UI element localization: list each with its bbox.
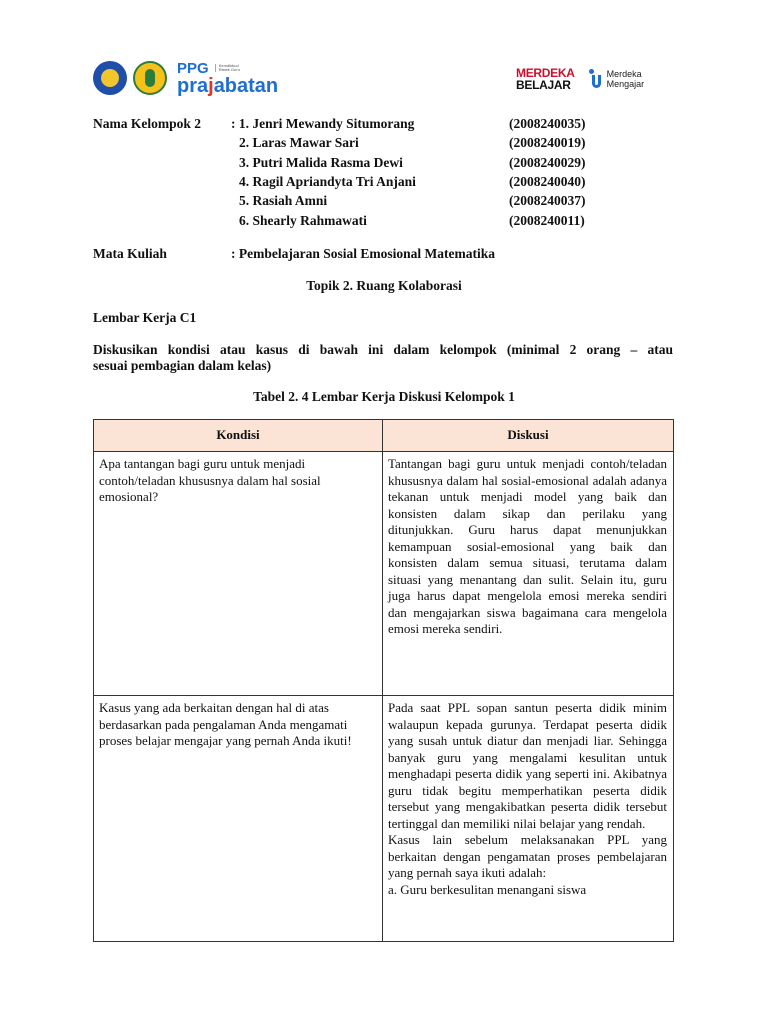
member-id: (2008240019)	[509, 135, 586, 150]
member-id: (2008240011)	[509, 213, 585, 228]
kondisi-cell: Apa tantangan bagi guru untuk menjadi contoh/teladan khususnya dalam hal sosial emosional?	[94, 452, 383, 696]
member-id: (2008240029)	[509, 155, 586, 170]
course-label: Mata Kuliah	[93, 246, 167, 261]
member-name: : 1. Jenri Mewandy Situmorang	[231, 116, 415, 131]
diskusi-cell: Pada saat PPL sopan santun peserta didik minim walaupun kepada gurunya. Terdapat peserta didik yang susah untuk diatur dan menjadi liar. Sehingga banyak guru yang mengalami kesulitan untuk menghadapi peserta didik yang seperti ini. Akibatnya guru tidak begitu memperhatikan peserta didik tersebut yang mengakibatkan peserta didik tersebut tertinggal dan memiliki nilai belajar yang rendah. Kasus lain sebelum melaksanakan PPL yang berkaitan dengan pengamatan proses pembelajaran yang pernah saya ikuti adalah: a. Guru berkesulitan menangani siswa	[383, 696, 674, 942]
member-name: 4. Ragil Apriandyta Tri Anjani	[239, 174, 416, 189]
member-name: 3. Putri Malida Rasma Dewi	[239, 155, 403, 170]
kondisi-cell: Kasus yang ada berkaitan dengan hal di atas berdasarkan pada pengalaman Anda mengamati proses belajar mengajar yang pernah Anda ikuti!	[94, 696, 383, 942]
member-name: 5. Rasiah Amni	[239, 193, 328, 208]
course-value: : Pembelajaran Sosial Emosional Matematika	[231, 246, 495, 261]
group-label: Nama Kelompok 2	[93, 116, 201, 131]
ppg-brand: PPG	[177, 59, 209, 77]
table-caption: Tabel 2. 4 Lembar Kerja Diskusi Kelompok 1	[253, 389, 515, 404]
worksheet-title: Lembar Kerja C1	[93, 310, 197, 325]
header-logos-right	[516, 64, 644, 94]
topic-title: Topik 2. Ruang Kolaborasi	[306, 278, 462, 293]
instruction-line-1: Diskusikan kondisi atau kasus di bawah ini dalam kelompok (minimal 2 orang – atau	[93, 342, 673, 357]
column-header-kondisi: Kondisi	[94, 420, 383, 452]
ppg-prajabatan-logo	[177, 61, 278, 96]
ppg-emblem-logo	[133, 61, 167, 95]
instruction-line-2: sesuai pembagian dalam kelas)	[93, 358, 272, 373]
diskusi-cell: Tantangan bagi guru untuk menjadi contoh/teladan khususnya dalam hal sosial-emosional adalah adanya tekanan untuk menjadi model yang baik dan konsisten dalam sikap dan perilaku yang ditunjukkan. Guru harus dapat menunjukkan kemampuan sosial-emosional yang baik dan konsisten dalam semua situasi, terutama dalam situasi yang menantang dan sulit. Selain itu, guru juga harus dapat mengelola emosi mereka sendiri dan mengajarkan siswa bagaimana cara mengelola emosi mereka sendiri.	[383, 452, 674, 696]
ppg-tagline: Kemdikbud Ristek Guru	[215, 64, 241, 72]
table-header-row	[94, 420, 674, 452]
discussion-table	[93, 419, 674, 942]
member-id: (2008240040)	[509, 174, 586, 189]
member-name: 6. Shearly Rahmawati	[239, 213, 367, 228]
table-row	[94, 452, 674, 696]
prajabatan-wordmark: prajabatan	[177, 74, 279, 97]
member-name: 2. Laras Mawar Sari	[239, 135, 359, 150]
merdeka-mengajar-logo: Merdeka Mengajar	[589, 69, 645, 89]
table-row	[94, 696, 674, 942]
merdeka-mengajar-icon	[589, 69, 603, 89]
header-logos-left	[93, 56, 278, 100]
column-header-diskusi: Diskusi	[383, 420, 674, 452]
merdeka-belajar-logo: MERDEKA BELAJAR	[516, 66, 575, 92]
tut-wuri-handayani-logo	[93, 61, 127, 95]
member-id: (2008240035)	[509, 116, 586, 131]
member-id: (2008240037)	[509, 193, 586, 208]
